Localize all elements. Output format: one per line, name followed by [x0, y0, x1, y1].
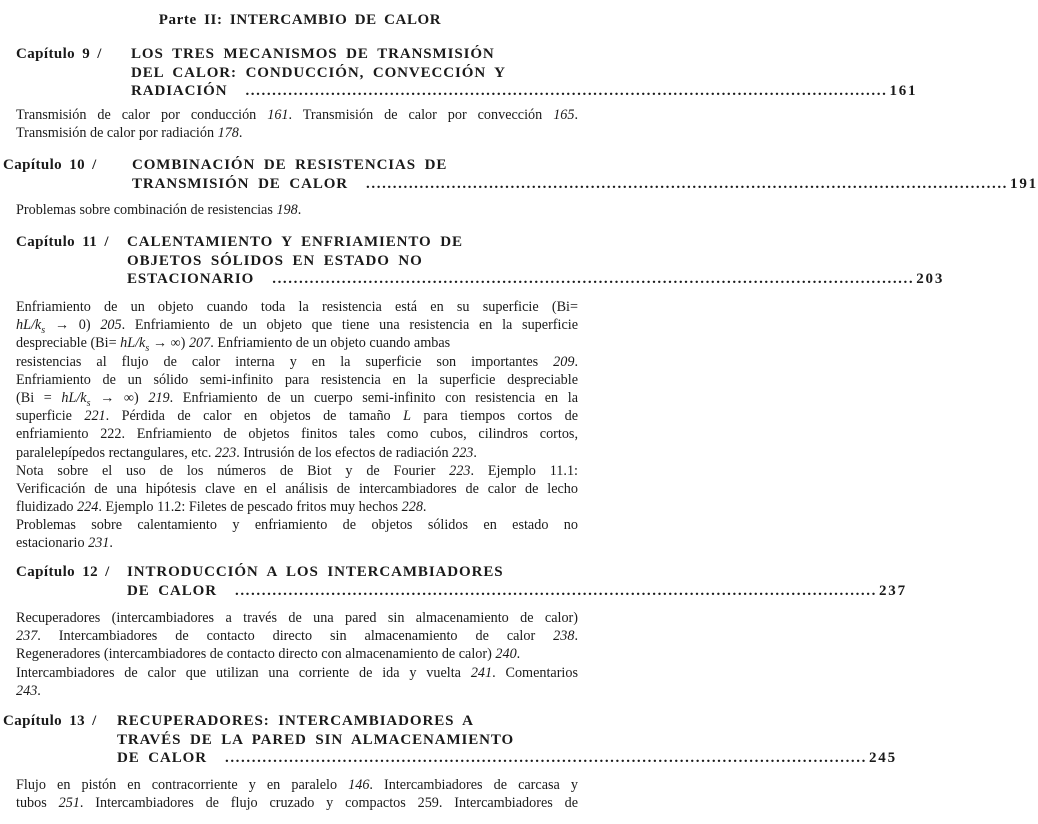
text-segment: . Enfriamiento de un objeto cuando ambas [210, 335, 451, 352]
italic-text: 223 [214, 444, 237, 461]
italic-text: 165 [553, 107, 575, 123]
italic-text: 251 [58, 795, 80, 812]
chapter-title-text: COMBINACIÓN DE RESISTENCIAS DE [132, 157, 448, 173]
chapter-title-text: CALENTAMIENTO Y ENFRIAMIENTO DE [127, 234, 463, 250]
chapter-title-text: DE CALOR [117, 750, 207, 766]
text-segment: . Transmisión de calor por convección [288, 107, 554, 123]
italic-text: 243 [16, 682, 38, 699]
text-segment: . [238, 125, 243, 142]
text-segment: Problemas sobre calentamiento y enfriamiento de objetos sólidos en estado no [16, 517, 578, 534]
text-segment: . Enfriamiento de un cuerpo semi-infinito con resistencia en la [169, 389, 578, 406]
description-line [16, 407, 578, 425]
text-segment: . [297, 202, 302, 218]
text-segment: . [574, 628, 578, 645]
chapter-description [16, 776, 578, 812]
description-line [16, 334, 578, 355]
text-segment: Enfriamiento de un objeto cuando toda la resistencia está en su superficie (Bi= [16, 299, 578, 315]
italic-text: 198 [276, 202, 298, 218]
italic-text: 224 [77, 499, 99, 516]
chapter-title-line [117, 731, 514, 750]
description-line [16, 371, 578, 389]
chapter-title-line [132, 156, 447, 175]
chapter-title-line [127, 252, 423, 271]
text-segment: . [422, 499, 427, 516]
chapter-title-line [131, 64, 506, 83]
chapter-label: Capítulo 9 / [16, 46, 102, 62]
text-segment: para tiempos cortos de [410, 408, 578, 425]
chapter-title-line [127, 582, 907, 601]
chapter-title-line [127, 233, 463, 252]
chapter-label: Capítulo 12 / [16, 564, 110, 580]
description-line [16, 682, 578, 700]
chapter-title-text: DEL CALOR: CONDUCCIÓN, CONVECCIÓN Y [131, 64, 506, 81]
chapter-title-text: DE CALOR [127, 582, 217, 599]
text-segment: despreciable (Bi= [16, 335, 121, 352]
description-line [16, 201, 578, 219]
text-segment: fluidizado [16, 499, 78, 516]
text-segment: . Pérdida de calor en objetos de tamaño [105, 408, 404, 425]
text-segment: . Enfriamiento de un objeto que tiene una resistencia en la superficie [121, 317, 578, 334]
italic-text: 221 [84, 408, 106, 425]
text-segment: . [574, 107, 579, 123]
italic-text: hL/k [16, 317, 42, 334]
chapter-page-number[interactable]: 161 [889, 83, 918, 99]
italic-text: 238 [553, 628, 575, 645]
text-segment: . [37, 682, 41, 699]
description-line [16, 462, 578, 480]
chapter-title-line [117, 712, 474, 731]
text-segment: superficie [16, 408, 85, 425]
text-segment: . [473, 444, 477, 461]
text-segment: Transmisión de calor por conducción [16, 107, 268, 123]
subscript-text: s [41, 325, 46, 337]
chapter-title-line [127, 563, 503, 582]
text-segment: . [109, 535, 113, 552]
description-line [16, 776, 578, 794]
italic-text: 209 [553, 353, 575, 370]
chapter-title-line [131, 82, 918, 101]
text-segment: Regeneradores (intercambiadores de contacto directo con almacenamiento de calor) [16, 646, 496, 663]
chapter-page-number[interactable]: 245 [868, 750, 897, 766]
chapter-title-line [117, 749, 897, 768]
description-line [16, 645, 578, 663]
text-segment: . [574, 353, 578, 370]
dot-leader: ........................................................................................................................ [272, 271, 915, 287]
italic-text: hL/k [61, 389, 87, 406]
italic-text: 231 [88, 535, 110, 552]
description-line [16, 353, 578, 371]
chapter-title-text: INTRODUCCIÓN A LOS INTERCAMBIADORES [127, 564, 504, 580]
text-segment: → 0) [45, 317, 101, 334]
chapter-page-number[interactable]: 191 [1010, 175, 1038, 192]
chapter-title-line [127, 270, 945, 289]
text-segment: . Intrusión de los efectos de radiación [236, 444, 453, 461]
chapter-page-number[interactable]: 237 [878, 582, 907, 599]
chapter-page-number[interactable]: 203 [916, 271, 945, 287]
text-segment: . Intercambiadores de flujo cruzado y compactos 259. Intercambiadores de [79, 795, 578, 812]
chapter-title-text: RADIACIÓN [131, 83, 228, 99]
text-segment: (Bi = [16, 389, 62, 406]
text-segment: Flujo en pistón en contracorriente y en paralelo [16, 777, 349, 793]
chapter-title-line [131, 45, 495, 64]
dot-leader: ........................................................................................................................ [366, 175, 1009, 192]
text-segment: . Comentarios [492, 664, 578, 681]
text-segment: → ∞) [90, 389, 149, 406]
dot-leader: ........................................................................................................................ [234, 582, 877, 599]
part-title: Parte II: INTERCAMBIO DE CALOR [158, 12, 442, 28]
chapter-description [16, 201, 578, 219]
chapter-label: Capítulo 11 / [16, 234, 109, 250]
chapter-label: Capítulo 10 / [3, 157, 97, 173]
text-segment: estacionario [16, 535, 89, 552]
text-segment: Intercambiadores de calor que utilizan una corriente de ida y vuelta [16, 664, 471, 681]
description-line [16, 124, 578, 142]
description-line [16, 106, 578, 124]
italic-text: 219 [148, 389, 170, 406]
italic-text: 178 [217, 125, 239, 142]
italic-text: 240 [495, 646, 517, 663]
description-line [16, 627, 578, 645]
chapter-description [16, 609, 578, 700]
description-line [16, 534, 578, 552]
chapter-description [16, 298, 578, 553]
chapter-title-line [132, 175, 1038, 194]
chapter-title-text: RECUPERADORES: INTERCAMBIADORES A [117, 713, 474, 729]
text-segment: . Intercambiadores de carcasa y [369, 777, 578, 793]
italic-text: 207 [188, 335, 211, 352]
subscript-text: s [145, 343, 150, 355]
text-segment: → ∞) [149, 335, 189, 352]
subscript-text: s [86, 397, 91, 409]
text-segment: enfriamiento 222. Enfriamiento de objetos finitos tales como cubos, cilindros cortos, [16, 426, 578, 443]
description-line [16, 794, 578, 812]
chapter-title-text: ESTACIONARIO [127, 271, 255, 287]
description-line [16, 389, 578, 407]
italic-text: 146 [348, 777, 370, 793]
italic-text: 161 [267, 107, 289, 123]
text-segment: resistencias al flujo de calor interna y en la superficie son importantes [16, 353, 554, 370]
text-segment: . Ejemplo 11.2: Filetes de pescado fritos muy hechos [98, 499, 402, 516]
description-line [16, 316, 578, 337]
text-segment: Verificación de una hipótesis clave en el análisis de intercambiadores de calor de lecho [16, 480, 578, 497]
text-segment: Transmisión de calor por radiación [16, 125, 218, 142]
chapter-title-text: TRAVÉS DE LA PARED SIN ALMACENAMIENTO [117, 731, 515, 748]
italic-text: 223 [449, 462, 471, 479]
italic-text: L [403, 408, 411, 425]
italic-text: 228 [401, 499, 423, 516]
description-line [16, 444, 578, 462]
description-line [16, 664, 578, 682]
dot-leader: ........................................................................................................................ [245, 83, 888, 99]
italic-text: 241 [470, 664, 493, 681]
italic-text: 223 [452, 444, 474, 461]
text-segment: paralelepípedos rectangulares, etc. [16, 444, 215, 461]
description-line [16, 298, 578, 316]
text-segment: Problemas sobre combinación de resistencias [16, 202, 277, 218]
text-segment: . [516, 646, 521, 663]
chapter-title-text: TRANSMISIÓN DE CALOR [132, 175, 349, 192]
chapter-label: Capítulo 13 / [3, 713, 97, 729]
dot-leader: ........................................................................................................................ [224, 750, 867, 766]
description-line [16, 516, 578, 534]
description-line [16, 425, 578, 443]
text-segment: Enfriamiento de un sólido semi-infinito para resistencia en la superficie despreciable [16, 371, 578, 388]
text-segment: Recuperadores (intercambiadores a través de una pared sin almacenamiento de calor) [16, 610, 578, 626]
italic-text: hL/k [120, 335, 146, 352]
text-segment: tubos [16, 795, 59, 812]
chapter-description [16, 106, 578, 142]
text-segment: Nota sobre el uso de los números de Biot y de Fourier [16, 462, 450, 479]
italic-text: 237 [16, 628, 38, 645]
text-segment: . Intercambiadores de contacto directo sin almacenamiento de calor [37, 628, 554, 645]
italic-text: 205 [100, 317, 122, 334]
description-line [16, 498, 578, 516]
text-segment: . Ejemplo 11.1: [470, 462, 578, 479]
description-line [16, 609, 578, 627]
chapter-title-text: OBJETOS SÓLIDOS EN ESTADO NO [127, 252, 423, 269]
chapter-title-text: LOS TRES MECANISMOS DE TRANSMISIÓN [131, 46, 495, 62]
description-line [16, 480, 578, 498]
